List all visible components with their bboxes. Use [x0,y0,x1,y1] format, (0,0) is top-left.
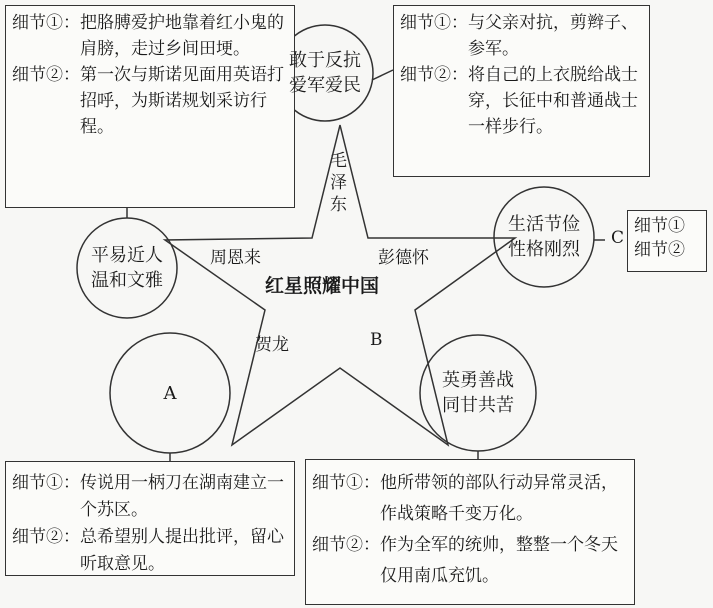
label-b: B [370,330,383,350]
trait-line: 平易近人 [91,245,163,266]
detail-row [12,524,288,578]
name-char: 东 [330,195,347,215]
placeholder-a: A [163,382,177,404]
detail-text: 第一次与斯诺见面用英语打招呼，为斯诺规划采访行程。 [80,65,284,137]
connector-top-right [372,70,393,80]
detail-row [12,470,288,524]
detail-label: 细节①： [12,473,80,493]
trait-line: 温和文雅 [91,270,163,291]
detail-label: 细节①： [400,13,468,33]
label-peng: 彭德怀 [378,248,429,268]
detail-row [12,10,288,62]
detail-text: 将自己的上衣脱给战士穿，长征中和普通战士一样步行。 [468,65,638,137]
box-c-details [627,210,707,272]
detail-label: 细节②： [400,65,468,85]
detail-row [12,62,288,140]
detail-row [312,530,628,592]
detail-label: 细节②： [312,535,380,555]
circle-peng-text [494,187,594,287]
detail-label: 细节①： [12,13,80,33]
label-he: 贺龙 [255,335,289,355]
label-mao [330,150,347,216]
name-char: 泽 [330,173,347,193]
trait-line: 生活节俭 [508,214,580,235]
detail-label: 细节①： [312,473,380,493]
circle-mao-text [277,25,373,121]
box-peng-details [305,459,635,605]
detail-text: 他所带领的部队行动异常灵活，作战策略千变万化。 [380,473,618,524]
trait-line: 性格刚烈 [508,239,580,260]
detail-text: 总希望别人提出批评，留心听取意见。 [80,527,284,574]
detail-label: 细节②： [12,65,80,85]
detail-text: 传说用一柄刀在湖南建立一个苏区。 [80,473,284,520]
circle-b-text [420,335,536,451]
circle-a-text [110,333,230,453]
circle-zhou-text [77,218,177,318]
center-title: 红星照耀中国 [265,275,380,297]
box-a-details [5,461,295,576]
detail-row [400,62,643,140]
detail-text: 与父亲对抗，剪辫子、参军。 [468,13,638,59]
label-zhou: 周恩来 [210,248,261,268]
trait-line: 敢于反抗 [289,50,361,71]
trait-line: 爱军爱民 [289,75,361,96]
detail-text: 把胳膊爱护地靠着红小鬼的肩膀，走过乡间田埂。 [80,13,284,59]
trait-line: 同甘共苦 [442,395,514,416]
detail-label: 细节②： [12,527,80,547]
detail-line: 细节① [634,216,685,236]
label-c: C [611,228,625,248]
detail-row [400,10,643,62]
name-char: 毛 [330,151,347,171]
box-mao-details [393,5,650,177]
box-zhou-details [5,5,295,208]
detail-row [312,468,628,530]
detail-line: 细节② [634,240,685,260]
detail-text: 作为全军的统帅，整整一个冬天仅用南瓜充饥。 [380,535,618,586]
trait-line: 英勇善战 [442,370,514,391]
